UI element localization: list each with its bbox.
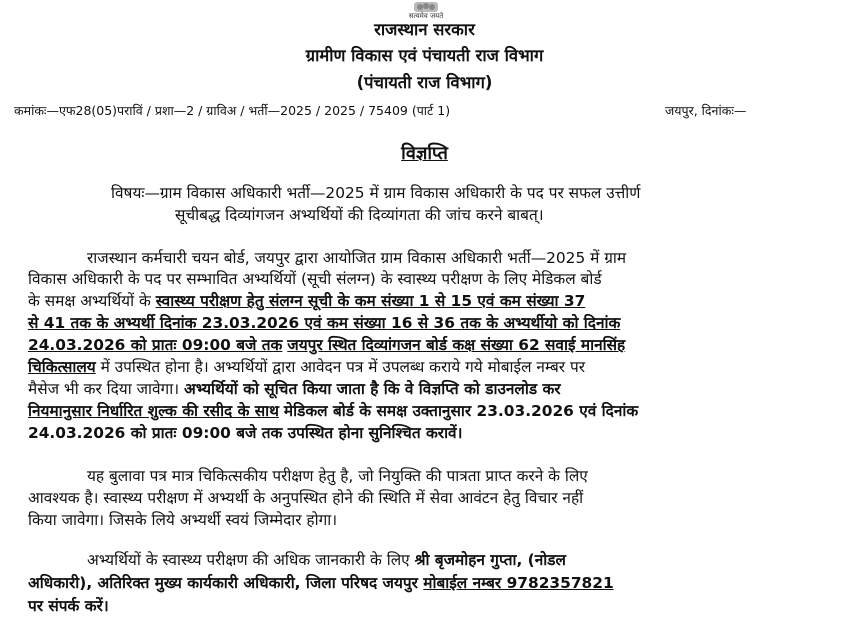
place-date: जयपुर, दिनांकः— xyxy=(665,103,747,118)
para1-line-5: 24.03.2026 को प्रातः 09:00 बजे तक जयपुर स्थित दिव्यांगजन बोर्ड कक्ष संख्या 62 सवाई मानसिंह xyxy=(28,336,626,354)
subject-line-2: सूचीबद्ध दिव्यांगजन अभ्यर्थियों की दिव्यांगता की जांच करने बाबत्। xyxy=(175,206,544,224)
para3-line-3: पर संपर्क करें। xyxy=(28,597,109,615)
para1-line-3: के समक्ष अभ्यर्थियों के स्वास्थ्य परीक्षण हेतु संलग्न सूची के कम संख्या 1 से 15 एवं कम संख्या 37 xyxy=(28,292,586,310)
subject-line-1: विषयः—ग्राम विकास अधिकारी भर्ती—2025 में ग्राम विकास अधिकारी के पद पर सफल उत्तीर्ण xyxy=(111,184,641,202)
para1-line-7: मैसेज भी कर दिया जावेगा। अभ्यर्थियों को सूचित किया जाता है कि वे विज्ञप्ति को डाउनलोड कर xyxy=(28,380,561,398)
document-title: विज्ञप्ति xyxy=(401,143,448,164)
para3-line-1: अभ्यर्थियों के स्वास्थ्य परीक्षण की अधिक जानकारी के लिए श्री बृजमोहन गुप्ता, (नोडल xyxy=(87,551,566,569)
header-sub-department: (पंचायती राज विभाग) xyxy=(356,73,493,92)
para2-line-2: आवश्यक है। स्वास्थ्य परीक्षण में अभ्यर्थी के अनुपस्थित होने की स्थिति में सेवा आवंटन हेतु विचार नहीं xyxy=(28,489,584,507)
para1-line-8: नियमानुसार निर्धारित शुल्क की रसीद के साथ मेडिकल बोर्ड के समक्ष उक्तानुसार 23.03.2026 एवं दिनांक xyxy=(28,402,639,420)
para1-line-6: चिकित्सालय में उपस्थित होना है। अभ्यर्थियों द्वारा आवेदन पत्र में उपलब्ध कराये गये मोबाईल नम्बर पर xyxy=(28,358,585,376)
para1-line-9: 24.03.2026 को प्रातः 09:00 बजे तक उपस्थित होना सुनिश्चित करावें। xyxy=(28,424,463,442)
header-department: ग्रामीण विकास एवं पंचायती राज विभाग xyxy=(305,46,544,65)
emblem-motto: सत्यमेव जयते xyxy=(408,12,444,20)
para2-line-3: किया जावेगा। जिसके लिये अभ्यर्थी स्वयं जिम्मेदार होगा। xyxy=(28,511,338,529)
para1-line-1: राजस्थान कर्मचारी चयन बोर्ड, जयपुर द्वारा आयोजित ग्राम विकास अधिकारी भर्ती—2025 में ग्राम xyxy=(87,249,627,267)
para2-line-1: यह बुलावा पत्र मात्र चिकित्सकीय परीक्षण हेतु है, जो नियुक्ति की पात्रता प्राप्त करने के लिए xyxy=(87,467,588,485)
para1-line-2: विकास अधिकारी के पद पर सम्भावित अभ्यर्थियों (सूची संलग्न) के स्वास्थ्य परीक्षण के लिए मेडिकल बोर्ड xyxy=(28,270,602,288)
header-government: राजस्थान सरकार xyxy=(374,20,475,39)
para3-line-2: अधिकारी), अतिरिक्त मुख्य कार्यकारी अधिकारी, जिला परिषद जयपुर मोबाईल नम्बर 9782357821 xyxy=(28,574,614,592)
reference-number: कमांकः—एफ28(05)पराविं / प्रशा—2 / ग्राविअ / भर्ती—2025 / 2025 / 75409 (पार्ट 1) xyxy=(14,103,451,118)
para1-line-4: से 41 तक के अभ्यर्थी दिनांक 23.03.2026 एवं कम संख्या 16 से 36 तक के अभ्यर्थीयो को दिनांक xyxy=(28,314,621,332)
